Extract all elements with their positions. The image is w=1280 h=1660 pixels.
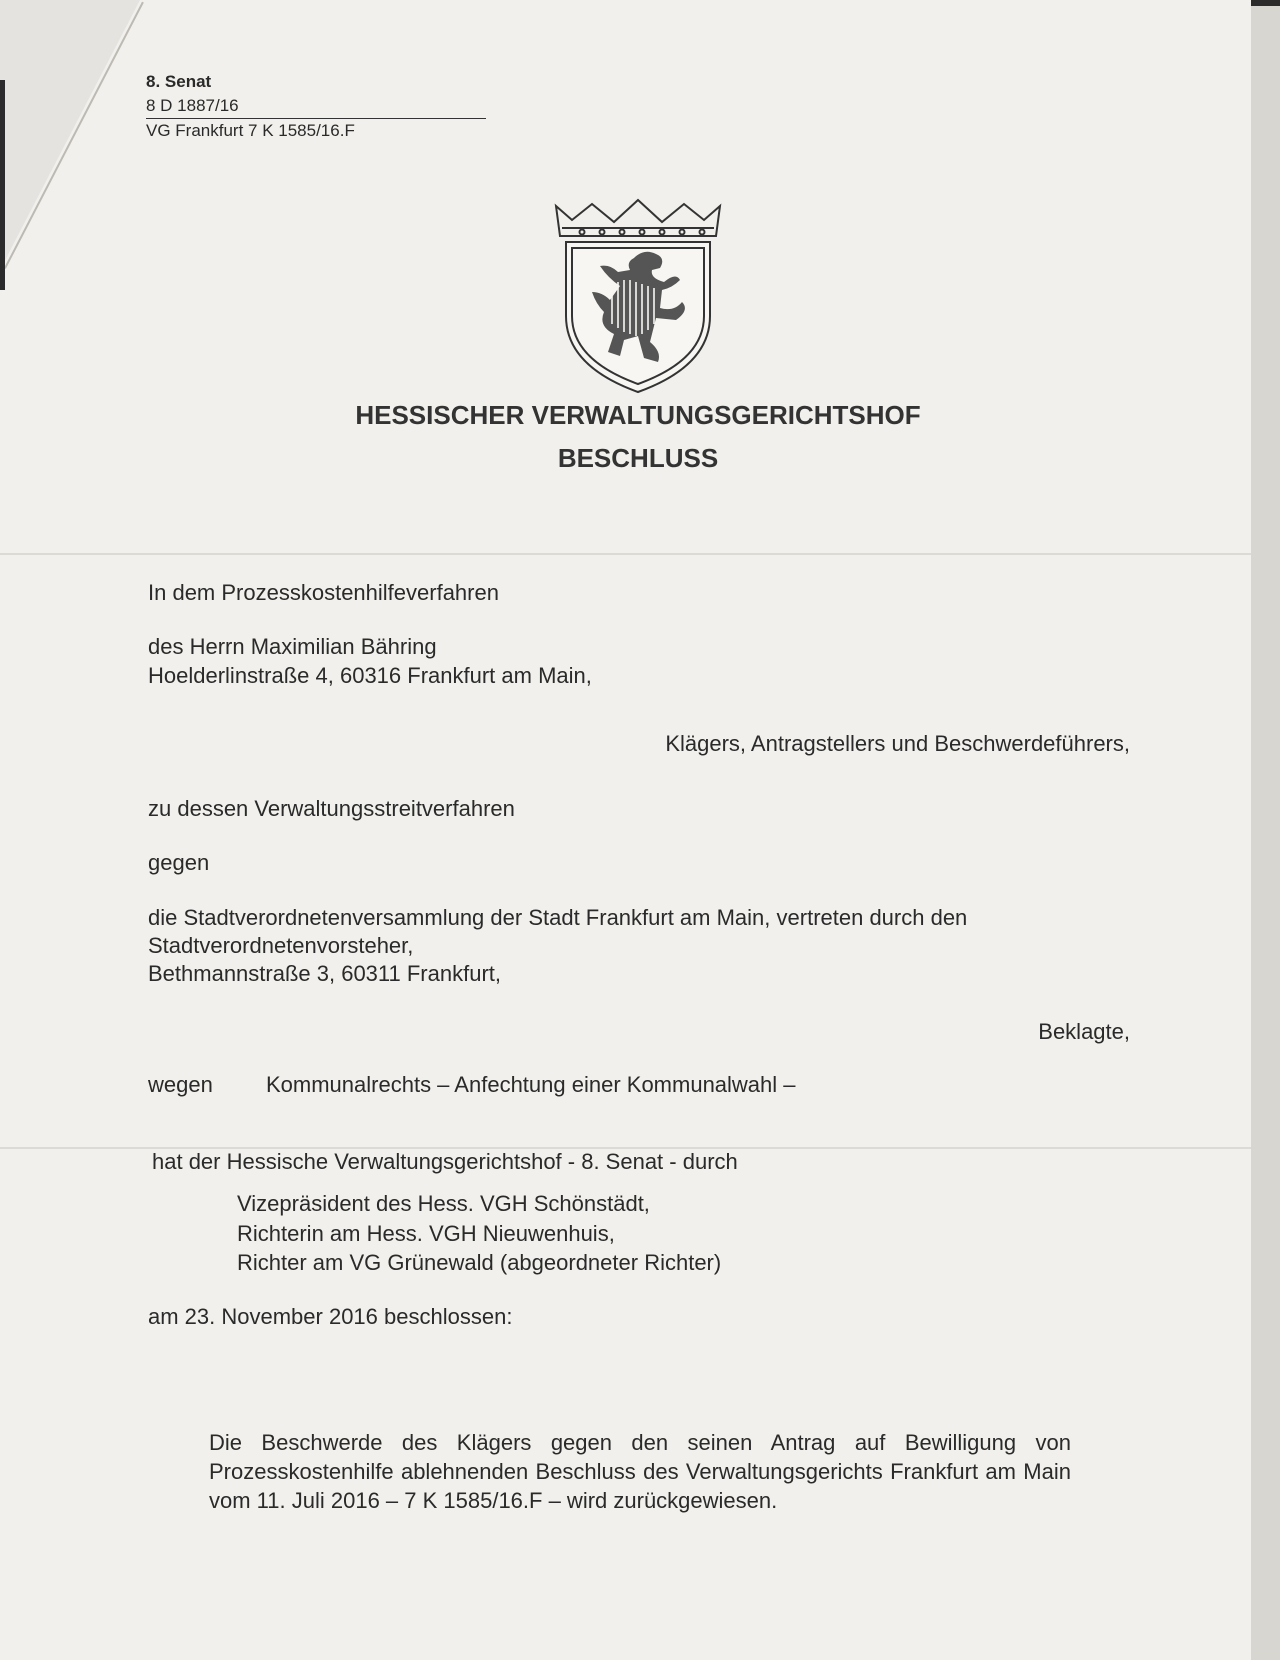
versus-label: gegen — [148, 850, 210, 875]
defendant-address: Bethmannstraße 3, 60311 Frankfurt, — [148, 961, 501, 986]
paper-fold — [0, 553, 1254, 555]
folded-corner — [0, 0, 140, 270]
court-name: HESSISCHER VERWALTUNGSGERICHTSHOF — [355, 400, 921, 430]
decision-date: am 23. November 2016 beschlossen: — [148, 1304, 513, 1329]
hessen-lion-crest-icon — [552, 196, 724, 396]
judge-3: Richter am VG Grünewald (abgeordneter Richter) — [237, 1250, 722, 1275]
party-role: Klägers, Antragstellers und Beschwerdeführers, — [665, 731, 1130, 756]
paper-edge — [1251, 0, 1280, 1660]
ruling-paragraph: Die Beschwerde des Klägers gegen den seinen Antrag auf Bewilligung von Prozesskostenhilfe ablehnenden Beschluss des Verwaltungsgerichts Frankfurt am Main vom 11. Juli 2016 – 7 K 1585/16.F – wird zurückgewiesen. — [209, 1430, 1071, 1513]
party-name: des Herrn Maximilian Bähring — [148, 634, 437, 659]
scan-edge-shadow — [0, 80, 5, 290]
procedure-intro: In dem Prozesskostenhilfeverfahren — [148, 580, 499, 605]
party-address: Hoelderlinstraße 4, 60316 Frankfurt am Main, — [148, 663, 592, 688]
subject-matter: Kommunalrechts – Anfechtung einer Kommunalwahl – — [266, 1072, 796, 1097]
case-number: 8 D 1887/16 — [146, 94, 486, 119]
case-header — [146, 70, 486, 143]
panel-intro: hat der Hessische Verwaltungsgerichtshof - 8. Senat - durch — [152, 1149, 738, 1174]
senate-label: 8. Senat — [146, 72, 212, 91]
lower-court-reference: VG Frankfurt 7 K 1585/16.F — [146, 121, 355, 140]
proceedings-context: zu dessen Verwaltungsstreitverfahren — [148, 796, 515, 821]
subject-label: wegen — [148, 1072, 213, 1097]
document-type: BESCHLUSS — [557, 443, 719, 473]
scan-edge-shadow — [1251, 0, 1280, 6]
defendant-line-2: Stadtverordnetenvorsteher, — [148, 933, 414, 958]
defendant-line-1: die Stadtverordnetenversammlung der Stadt Frankfurt am Main, vertreten durch den — [148, 905, 968, 930]
judge-2: Richterin am Hess. VGH Nieuwenhuis, — [237, 1221, 615, 1246]
defendant-role: Beklagte, — [1038, 1019, 1130, 1044]
judge-1: Vizepräsident des Hess. VGH Schönstädt, — [237, 1191, 650, 1216]
